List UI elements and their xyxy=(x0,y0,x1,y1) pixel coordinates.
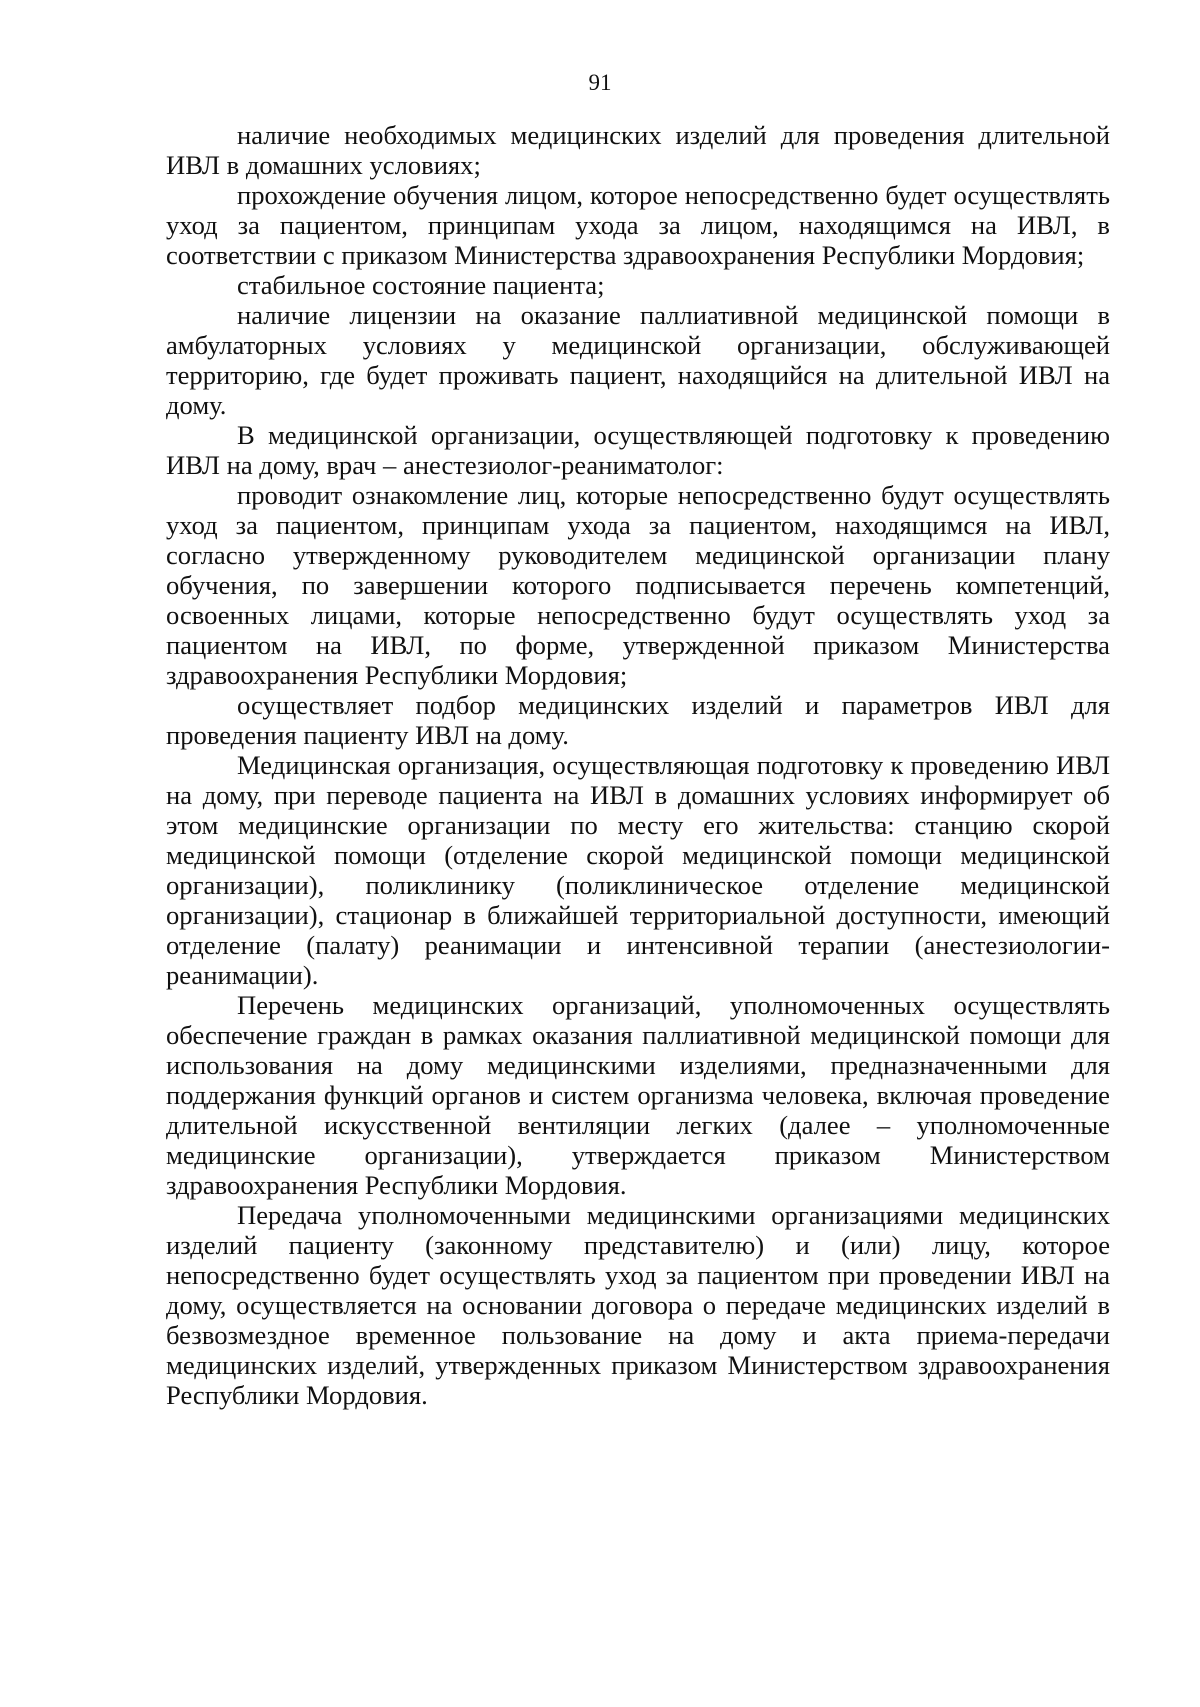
document-body xyxy=(166,120,1110,1410)
paragraph-caregiver-training: прохождение обучения лицом, которое непосредственно будет осуществлять уход за пациентом, принципам ухода за лицом, находящимся на ИВЛ, в соответствии с приказом Министерства здравоохранения Республики Мордовия; xyxy=(166,180,1110,270)
paragraph-familiarization: проводит ознакомление лиц, которые непосредственно будут осуществлять уход за пациентом, принципам ухода за пациентом, находящимся на ИВЛ, согласно утвержденному руководителем медицинской организации плану обучения, по завершении которого подписывается перечень компетенций, освоенных лицами, которые непосредственно будут осуществлять уход за пациентом на ИВЛ, по форме, утвержденной приказом Министерства здравоохранения Республики Мордовия; xyxy=(166,480,1110,690)
paragraph-stable-condition: стабильное состояние пациента; xyxy=(237,270,605,300)
paragraph-authorized-organizations: Перечень медицинских организаций, уполномоченных осуществлять обеспечение граждан в рамках оказания паллиативной медицинской помощи для использования на дому медицинскими изделиями, предназначенными для поддержания функций органов и систем организма человека, включая проведение длительной искусственной вентиляции легких (далее – уполномоченные медицинские организации), утверждается приказом Министерством здравоохранения Республики Мордовия. xyxy=(166,990,1110,1200)
paragraph-equipment-selection: осуществляет подбор медицинских изделий и параметров ИВЛ для проведения пациенту ИВЛ на дому. xyxy=(166,690,1110,750)
paragraph-palliative-license: наличие лицензии на оказание паллиативной медицинской помощи в амбулаторных условиях у медицинской организации, обслуживающей территорию, где будет проживать пациент, находящийся на длительной ИВЛ на дому. xyxy=(166,300,1110,420)
paragraph-equipment-availability: наличие необходимых медицинских изделий для проведения длительной ИВЛ в домашних условиях; xyxy=(166,120,1110,180)
page-number: 91 xyxy=(588,70,612,95)
paragraph-anesthesiologist-intro: В медицинской организации, осуществляющей подготовку к проведению ИВЛ на дому, врач – анестезиолог-реаниматолог: xyxy=(166,420,1110,480)
paragraph-equipment-transfer: Передача уполномоченными медицинскими организациями медицинских изделий пациенту (законному представителю) и (или) лицу, которое непосредственно будет осуществлять уход за пациентом при проведении ИВЛ на дому, осуществляется на основании договора о передаче медицинских изделий в безвозмездное временное пользование на дому и акта приема-передачи медицинских изделий, утвержденных приказом Министерством здравоохранения Республики Мордовия. xyxy=(166,1200,1110,1410)
paragraph-notification: Медицинская организация, осуществляющая подготовку к проведению ИВЛ на дому, при переводе пациента на ИВЛ в домашних условиях информирует об этом медицинские организации по месту его жительства: станцию скорой медицинской помощи (отделение скорой медицинской помощи медицинской организации), поликлинику (поликлиническое отделение медицинской организации), стационар в ближайшей территориальной доступности, имеющий отделение (палату) реанимации и интенсивной терапии (анестезиологии-реанимации). xyxy=(166,750,1110,990)
